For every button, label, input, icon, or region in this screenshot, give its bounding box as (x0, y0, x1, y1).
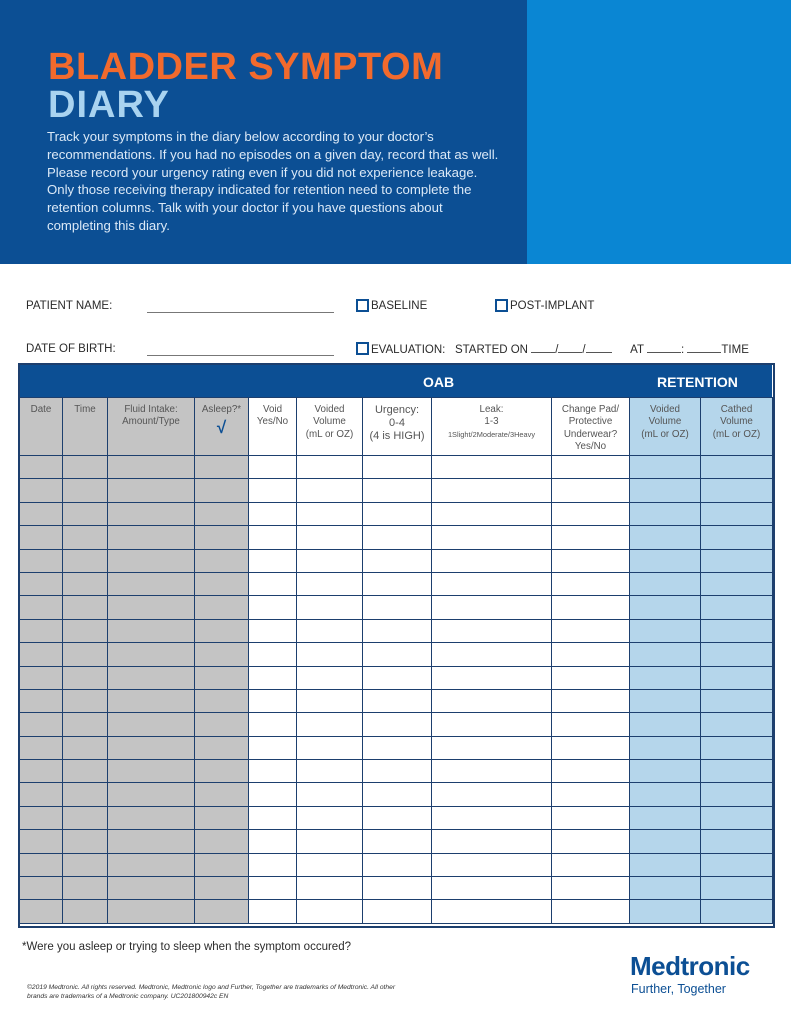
cell-fluid-intake[interactable] (108, 877, 195, 900)
cell-asleep[interactable] (195, 666, 249, 689)
cell-voided-volume[interactable] (297, 502, 363, 525)
cell-retention-voided-volume[interactable] (630, 830, 701, 853)
cell-asleep[interactable] (195, 736, 249, 759)
cell-date[interactable] (20, 526, 63, 549)
cell-fluid-intake[interactable] (108, 479, 195, 502)
at-label: AT (630, 344, 644, 356)
cell-fluid-intake[interactable] (108, 853, 195, 876)
table-row (20, 643, 773, 666)
cell-time[interactable] (63, 619, 108, 642)
title-line-2: DIARY (48, 84, 170, 126)
cell-change-pad[interactable] (552, 456, 630, 479)
legal-notice: ©2019 Medtronic. All rights reserved. Medtronic, Medtronic logo and Further, Together are trademarks of Medtronic. All other brands are trademarks of a Medtronic company. UC201800942c EN (27, 984, 396, 1000)
table-row (20, 666, 773, 689)
cell-urgency[interactable] (363, 596, 432, 619)
evaluation-line (371, 342, 749, 356)
evaluation-label: EVALUATION: (371, 344, 446, 356)
cell-voided-volume[interactable] (297, 596, 363, 619)
cell-change-pad[interactable] (552, 713, 630, 736)
cell-voided-volume[interactable] (297, 713, 363, 736)
cell-asleep[interactable] (195, 549, 249, 572)
table-row (20, 456, 773, 479)
cell-time[interactable] (63, 526, 108, 549)
cell-urgency[interactable] (363, 830, 432, 853)
cell-time[interactable] (63, 900, 108, 923)
table-row (20, 619, 773, 642)
col-voided-volume: Voided Volume (mL or OZ) (297, 398, 363, 456)
cell-retention-voided-volume[interactable] (630, 853, 701, 876)
dob-field[interactable] (147, 355, 334, 356)
cell-time[interactable] (63, 713, 108, 736)
cell-cathed-volume[interactable] (701, 502, 773, 525)
cell-cathed-volume[interactable] (701, 526, 773, 549)
cell-voided-volume[interactable] (297, 760, 363, 783)
oab-group-header (19, 364, 628, 397)
cell-void[interactable] (249, 783, 297, 806)
cell-change-pad[interactable] (552, 689, 630, 712)
cell-time[interactable] (63, 549, 108, 572)
table-row (20, 877, 773, 900)
cell-leak[interactable] (432, 760, 552, 783)
date-slash: / (582, 344, 586, 356)
cell-retention-voided-volume[interactable] (630, 783, 701, 806)
cell-asleep[interactable] (195, 760, 249, 783)
cell-fluid-intake[interactable] (108, 760, 195, 783)
asleep-footnote: *Were you asleep or trying to sleep when the symptom occured? (22, 941, 351, 953)
cell-fluid-intake[interactable] (108, 502, 195, 525)
cell-change-pad[interactable] (552, 736, 630, 759)
cell-void[interactable] (249, 502, 297, 525)
cell-cathed-volume[interactable] (701, 619, 773, 642)
table-row (20, 502, 773, 525)
cell-urgency[interactable] (363, 456, 432, 479)
table-row (20, 549, 773, 572)
cell-asleep[interactable] (195, 877, 249, 900)
cell-date[interactable] (20, 549, 63, 572)
cell-cathed-volume[interactable] (701, 549, 773, 572)
cell-fluid-intake[interactable] (108, 713, 195, 736)
cell-fluid-intake[interactable] (108, 596, 195, 619)
cell-change-pad[interactable] (552, 877, 630, 900)
patient-name-field[interactable] (147, 312, 334, 313)
cell-leak[interactable] (432, 900, 552, 923)
cell-date[interactable] (20, 760, 63, 783)
cell-change-pad[interactable] (552, 830, 630, 853)
cell-leak[interactable] (432, 643, 552, 666)
table-row (20, 713, 773, 736)
cell-cathed-volume[interactable] (701, 689, 773, 712)
cell-change-pad[interactable] (552, 853, 630, 876)
cell-asleep[interactable] (195, 619, 249, 642)
cell-void[interactable] (249, 689, 297, 712)
post-implant-label: POST-IMPLANT (510, 300, 595, 312)
cell-urgency[interactable] (363, 760, 432, 783)
cell-change-pad[interactable] (552, 479, 630, 502)
table-row (20, 596, 773, 619)
cell-asleep[interactable] (195, 456, 249, 479)
table-row (20, 572, 773, 595)
cell-voided-volume[interactable] (297, 549, 363, 572)
cell-leak[interactable] (432, 783, 552, 806)
cell-void[interactable] (249, 572, 297, 595)
cell-asleep[interactable] (195, 900, 249, 923)
start-year-field[interactable] (586, 342, 612, 353)
col-fluid-intake: Fluid Intake: Amount/Type (108, 398, 195, 456)
cell-retention-voided-volume[interactable] (630, 666, 701, 689)
cell-asleep[interactable] (195, 502, 249, 525)
cell-date[interactable] (20, 596, 63, 619)
cell-leak[interactable] (432, 479, 552, 502)
cell-leak[interactable] (432, 549, 552, 572)
cell-date[interactable] (20, 689, 63, 712)
cell-urgency[interactable] (363, 643, 432, 666)
cell-leak[interactable] (432, 526, 552, 549)
cell-urgency[interactable] (363, 619, 432, 642)
col-retention-voided-volume: Voided Volume (mL or OZ) (630, 398, 701, 456)
cell-asleep[interactable] (195, 713, 249, 736)
cell-void[interactable] (249, 549, 297, 572)
cell-retention-voided-volume[interactable] (630, 900, 701, 923)
cell-date[interactable] (20, 877, 63, 900)
brand-tagline: Further, Together (631, 982, 726, 996)
cell-void[interactable] (249, 853, 297, 876)
cell-leak[interactable] (432, 456, 552, 479)
cell-retention-voided-volume[interactable] (630, 736, 701, 759)
cell-void[interactable] (249, 760, 297, 783)
cell-change-pad[interactable] (552, 572, 630, 595)
cell-time[interactable] (63, 596, 108, 619)
cell-time[interactable] (63, 736, 108, 759)
table-row (20, 526, 773, 549)
cell-retention-voided-volume[interactable] (630, 502, 701, 525)
cell-void[interactable] (249, 877, 297, 900)
cell-voided-volume[interactable] (297, 526, 363, 549)
cell-leak[interactable] (432, 596, 552, 619)
cell-date[interactable] (20, 572, 63, 595)
cell-leak[interactable] (432, 853, 552, 876)
baseline-label: BASELINE (371, 300, 428, 312)
cell-void[interactable] (249, 643, 297, 666)
table-row (20, 783, 773, 806)
cell-asleep[interactable] (195, 643, 249, 666)
cell-voided-volume[interactable] (297, 806, 363, 829)
cell-fluid-intake[interactable] (108, 619, 195, 642)
cell-fluid-intake[interactable] (108, 783, 195, 806)
title-line-1: BLADDER SYMPTOM (48, 46, 444, 88)
cell-urgency[interactable] (363, 549, 432, 572)
cell-time[interactable] (63, 783, 108, 806)
cell-cathed-volume[interactable] (701, 713, 773, 736)
table-row (20, 479, 773, 502)
cell-time[interactable] (63, 760, 108, 783)
cell-asleep[interactable] (195, 806, 249, 829)
col-asleep: Asleep?* √ (195, 398, 249, 456)
cell-retention-voided-volume[interactable] (630, 643, 701, 666)
header-accent-panel (527, 0, 791, 264)
cell-voided-volume[interactable] (297, 572, 363, 595)
cell-cathed-volume[interactable] (701, 596, 773, 619)
cell-date[interactable] (20, 456, 63, 479)
cell-cathed-volume[interactable] (701, 783, 773, 806)
cell-voided-volume[interactable] (297, 456, 363, 479)
cell-time[interactable] (63, 572, 108, 595)
cell-fluid-intake[interactable] (108, 806, 195, 829)
retention-group-header (628, 364, 772, 397)
cell-retention-voided-volume[interactable] (630, 619, 701, 642)
cell-voided-volume[interactable] (297, 643, 363, 666)
cell-date[interactable] (20, 666, 63, 689)
cell-asleep[interactable] (195, 572, 249, 595)
cell-fluid-intake[interactable] (108, 526, 195, 549)
cell-urgency[interactable] (363, 479, 432, 502)
cell-void[interactable] (249, 666, 297, 689)
cell-cathed-volume[interactable] (701, 479, 773, 502)
cell-asleep[interactable] (195, 783, 249, 806)
cell-urgency[interactable] (363, 572, 432, 595)
cell-change-pad[interactable] (552, 666, 630, 689)
cell-retention-voided-volume[interactable] (630, 806, 701, 829)
cell-retention-voided-volume[interactable] (630, 596, 701, 619)
cell-fluid-intake[interactable] (108, 666, 195, 689)
cell-voided-volume[interactable] (297, 736, 363, 759)
cell-voided-volume[interactable] (297, 666, 363, 689)
cell-urgency[interactable] (363, 502, 432, 525)
cell-asleep[interactable] (195, 526, 249, 549)
cell-urgency[interactable] (363, 526, 432, 549)
cell-void[interactable] (249, 526, 297, 549)
oab-label: OAB (423, 374, 455, 390)
cell-fluid-intake[interactable] (108, 572, 195, 595)
cell-retention-voided-volume[interactable] (630, 713, 701, 736)
cell-void[interactable] (249, 830, 297, 853)
cell-urgency[interactable] (363, 736, 432, 759)
col-cathed-volume: Cathed Volume (mL or OZ) (701, 398, 773, 456)
col-time: Time (63, 398, 108, 456)
cell-date[interactable] (20, 806, 63, 829)
cell-time[interactable] (63, 853, 108, 876)
cell-urgency[interactable] (363, 806, 432, 829)
table-row (20, 853, 773, 876)
cell-time[interactable] (63, 806, 108, 829)
time-label: TIME (721, 344, 749, 356)
cell-cathed-volume[interactable] (701, 830, 773, 853)
cell-leak[interactable] (432, 877, 552, 900)
baseline-checkbox[interactable] (356, 299, 369, 312)
table-row (20, 900, 773, 923)
cell-urgency[interactable] (363, 853, 432, 876)
cell-date[interactable] (20, 830, 63, 853)
cell-asleep[interactable] (195, 479, 249, 502)
hour-field[interactable] (647, 342, 681, 353)
cell-leak[interactable] (432, 619, 552, 642)
cell-change-pad[interactable] (552, 619, 630, 642)
cell-leak[interactable] (432, 736, 552, 759)
cell-date[interactable] (20, 900, 63, 923)
cell-leak[interactable] (432, 689, 552, 712)
cell-date[interactable] (20, 479, 63, 502)
cell-cathed-volume[interactable] (701, 736, 773, 759)
cell-date[interactable] (20, 619, 63, 642)
cell-urgency[interactable] (363, 900, 432, 923)
cell-cathed-volume[interactable] (701, 853, 773, 876)
cell-time[interactable] (63, 643, 108, 666)
cell-asleep[interactable] (195, 830, 249, 853)
cell-time[interactable] (63, 456, 108, 479)
cell-leak[interactable] (432, 666, 552, 689)
cell-change-pad[interactable] (552, 760, 630, 783)
cell-change-pad[interactable] (552, 806, 630, 829)
intro-paragraph: Track your symptoms in the diary below according to your doctor’s recommendations. If you had no episodes on a given day, record that as well. Please record your urgency rating even if you did not experience leakage. Only those receiving therapy indicated for retention need to complete the retention columns. Talk with your doctor if you have questions about completing this diary. (47, 129, 499, 233)
cell-change-pad[interactable] (552, 502, 630, 525)
cell-date[interactable] (20, 643, 63, 666)
cell-void[interactable] (249, 713, 297, 736)
cell-void[interactable] (249, 596, 297, 619)
cell-cathed-volume[interactable] (701, 456, 773, 479)
cell-urgency[interactable] (363, 877, 432, 900)
cell-voided-volume[interactable] (297, 900, 363, 923)
cell-fluid-intake[interactable] (108, 830, 195, 853)
cell-fluid-intake[interactable] (108, 689, 195, 712)
cell-fluid-intake[interactable] (108, 736, 195, 759)
cell-void[interactable] (249, 900, 297, 923)
cell-voided-volume[interactable] (297, 783, 363, 806)
cell-change-pad[interactable] (552, 596, 630, 619)
cell-void[interactable] (249, 806, 297, 829)
cell-voided-volume[interactable] (297, 853, 363, 876)
cell-date[interactable] (20, 736, 63, 759)
cell-cathed-volume[interactable] (701, 760, 773, 783)
cell-cathed-volume[interactable] (701, 572, 773, 595)
cell-retention-voided-volume[interactable] (630, 572, 701, 595)
start-month-field[interactable] (531, 342, 555, 353)
cell-voided-volume[interactable] (297, 479, 363, 502)
symptom-diary-table (19, 397, 773, 924)
cell-asleep[interactable] (195, 596, 249, 619)
cell-void[interactable] (249, 479, 297, 502)
cell-asleep[interactable] (195, 689, 249, 712)
table-row (20, 736, 773, 759)
cell-cathed-volume[interactable] (701, 643, 773, 666)
cell-fluid-intake[interactable] (108, 643, 195, 666)
cell-time[interactable] (63, 479, 108, 502)
cell-date[interactable] (20, 783, 63, 806)
cell-asleep[interactable] (195, 853, 249, 876)
medtronic-logo: Medtronic (630, 951, 750, 981)
cell-change-pad[interactable] (552, 549, 630, 572)
cell-leak[interactable] (432, 830, 552, 853)
cell-void[interactable] (249, 619, 297, 642)
table-row (20, 689, 773, 712)
table-row (20, 806, 773, 829)
cell-date[interactable] (20, 853, 63, 876)
table-row (20, 760, 773, 783)
cell-voided-volume[interactable] (297, 689, 363, 712)
cell-urgency[interactable] (363, 783, 432, 806)
column-header-row (20, 398, 773, 456)
cell-retention-voided-volume[interactable] (630, 877, 701, 900)
evaluation-checkbox[interactable] (356, 342, 369, 355)
cell-cathed-volume[interactable] (701, 900, 773, 923)
cell-leak[interactable] (432, 572, 552, 595)
retention-label: RETENTION (657, 374, 738, 390)
cell-leak[interactable] (432, 713, 552, 736)
cell-leak[interactable] (432, 806, 552, 829)
cell-time[interactable] (63, 666, 108, 689)
col-change-pad: Change Pad/ Protective Underwear? Yes/No (552, 398, 630, 456)
cell-date[interactable] (20, 502, 63, 525)
col-leak: Leak: 1-3 1Slight/2Moderate/3Heavy (432, 398, 552, 456)
cell-change-pad[interactable] (552, 783, 630, 806)
minute-field[interactable] (687, 342, 721, 353)
cell-fluid-intake[interactable] (108, 900, 195, 923)
table-row (20, 830, 773, 853)
cell-retention-voided-volume[interactable] (630, 456, 701, 479)
cell-urgency[interactable] (363, 689, 432, 712)
cell-void[interactable] (249, 736, 297, 759)
col-void: Void Yes/No (249, 398, 297, 456)
cell-date[interactable] (20, 713, 63, 736)
col-date: Date (20, 398, 63, 456)
cell-time[interactable] (63, 877, 108, 900)
cell-void[interactable] (249, 456, 297, 479)
cell-cathed-volume[interactable] (701, 877, 773, 900)
start-day-field[interactable] (558, 342, 582, 353)
cell-voided-volume[interactable] (297, 619, 363, 642)
cell-retention-voided-volume[interactable] (630, 549, 701, 572)
post-implant-checkbox[interactable] (495, 299, 508, 312)
cell-leak[interactable] (432, 502, 552, 525)
time-colon: : (681, 344, 685, 356)
cell-urgency[interactable] (363, 713, 432, 736)
cell-time[interactable] (63, 502, 108, 525)
patient-name-label: PATIENT NAME: (26, 300, 113, 312)
cell-fluid-intake[interactable] (108, 456, 195, 479)
dob-label: DATE OF BIRTH: (26, 343, 116, 355)
checkmark-icon: √ (216, 418, 227, 438)
col-urgency: Urgency: 0-4 (4 is HIGH) (363, 398, 432, 456)
started-on-label: STARTED ON (454, 344, 528, 356)
cell-cathed-volume[interactable] (701, 806, 773, 829)
date-slash: / (555, 344, 559, 356)
cell-voided-volume[interactable] (297, 877, 363, 900)
cell-change-pad[interactable] (552, 643, 630, 666)
cell-voided-volume[interactable] (297, 830, 363, 853)
cell-retention-voided-volume[interactable] (630, 760, 701, 783)
cell-retention-voided-volume[interactable] (630, 526, 701, 549)
cell-retention-voided-volume[interactable] (630, 479, 701, 502)
cell-time[interactable] (63, 689, 108, 712)
cell-change-pad[interactable] (552, 526, 630, 549)
cell-cathed-volume[interactable] (701, 666, 773, 689)
cell-fluid-intake[interactable] (108, 549, 195, 572)
cell-retention-voided-volume[interactable] (630, 689, 701, 712)
cell-urgency[interactable] (363, 666, 432, 689)
cell-time[interactable] (63, 830, 108, 853)
cell-change-pad[interactable] (552, 900, 630, 923)
